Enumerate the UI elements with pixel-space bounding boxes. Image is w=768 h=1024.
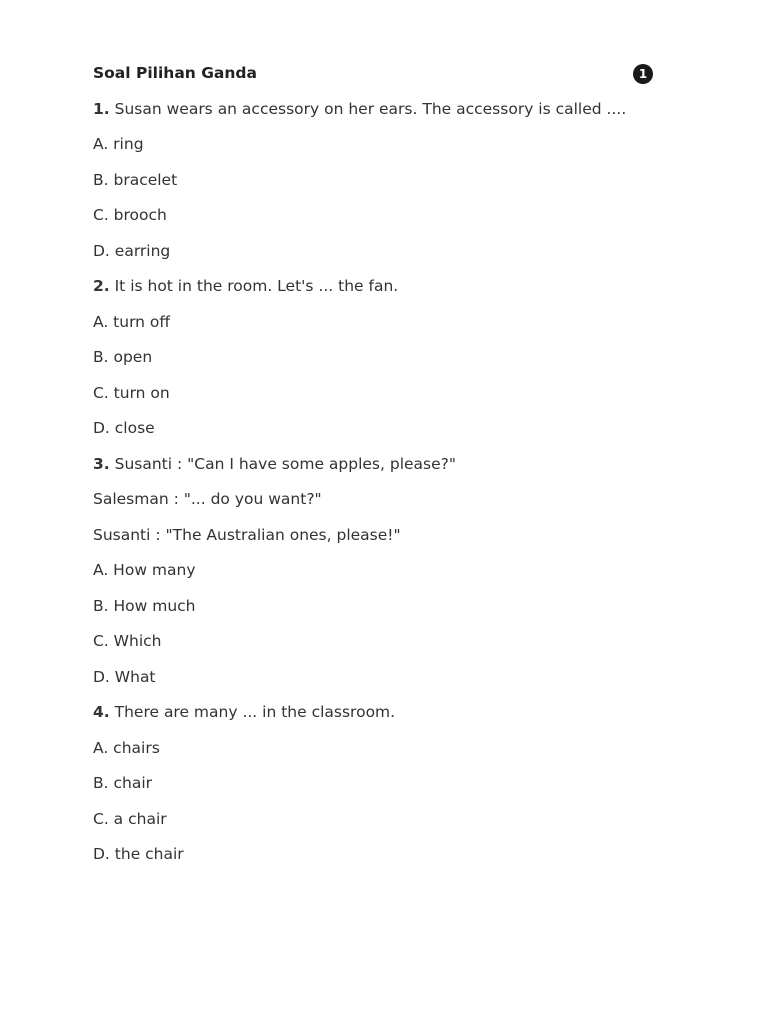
question-text: [93, 275, 653, 297]
option-d: D. close: [93, 419, 155, 437]
question-text: [93, 453, 653, 475]
question-stem: It is hot in the room. Let's ... the fan.: [109, 277, 399, 295]
question-stem: Susan wears an accessory on her ears. The accessory is called ....: [109, 99, 627, 118]
question-number: 4.: [93, 703, 110, 721]
question-stem: Susanti : "Can I have some apples, please?": [109, 454, 457, 473]
question-text: [93, 98, 653, 120]
page-title: Soal Pilihan Ganda: [93, 64, 257, 82]
dialogue-line: Susanti : "The Australian ones, please!": [93, 525, 401, 544]
question-number: 2.: [93, 277, 110, 295]
question-4: [93, 701, 653, 865]
option-b: B. open: [93, 348, 153, 366]
option-a: A. chairs: [93, 738, 160, 757]
document-header: [93, 62, 653, 84]
question-number: 1.: [93, 99, 110, 118]
option-c: C. Which: [93, 632, 162, 650]
option-a: A. How many: [93, 561, 196, 579]
dialogue-line: Salesman : "... do you want?": [93, 490, 322, 508]
document-page: [93, 62, 653, 879]
question-text: [93, 701, 653, 723]
option-c: C. turn on: [93, 383, 170, 402]
question-2: [93, 275, 653, 439]
option-a: A. turn off: [93, 312, 171, 331]
option-d: D. the chair: [93, 845, 184, 863]
question-stem: There are many ... in the classroom.: [109, 703, 396, 721]
question-number: 3.: [93, 454, 110, 473]
option-a: A. ring: [93, 135, 144, 153]
question-3: [93, 453, 653, 688]
option-d: D. earring: [93, 241, 171, 260]
option-d: D. What: [93, 667, 156, 686]
option-c: C. brooch: [93, 206, 167, 224]
option-b: B. How much: [93, 596, 196, 615]
option-b: B. chair: [93, 774, 153, 792]
page-number-badge: 1: [633, 64, 653, 84]
option-c: C. a chair: [93, 809, 167, 828]
option-b: B. bracelet: [93, 170, 178, 189]
question-1: [93, 98, 653, 262]
